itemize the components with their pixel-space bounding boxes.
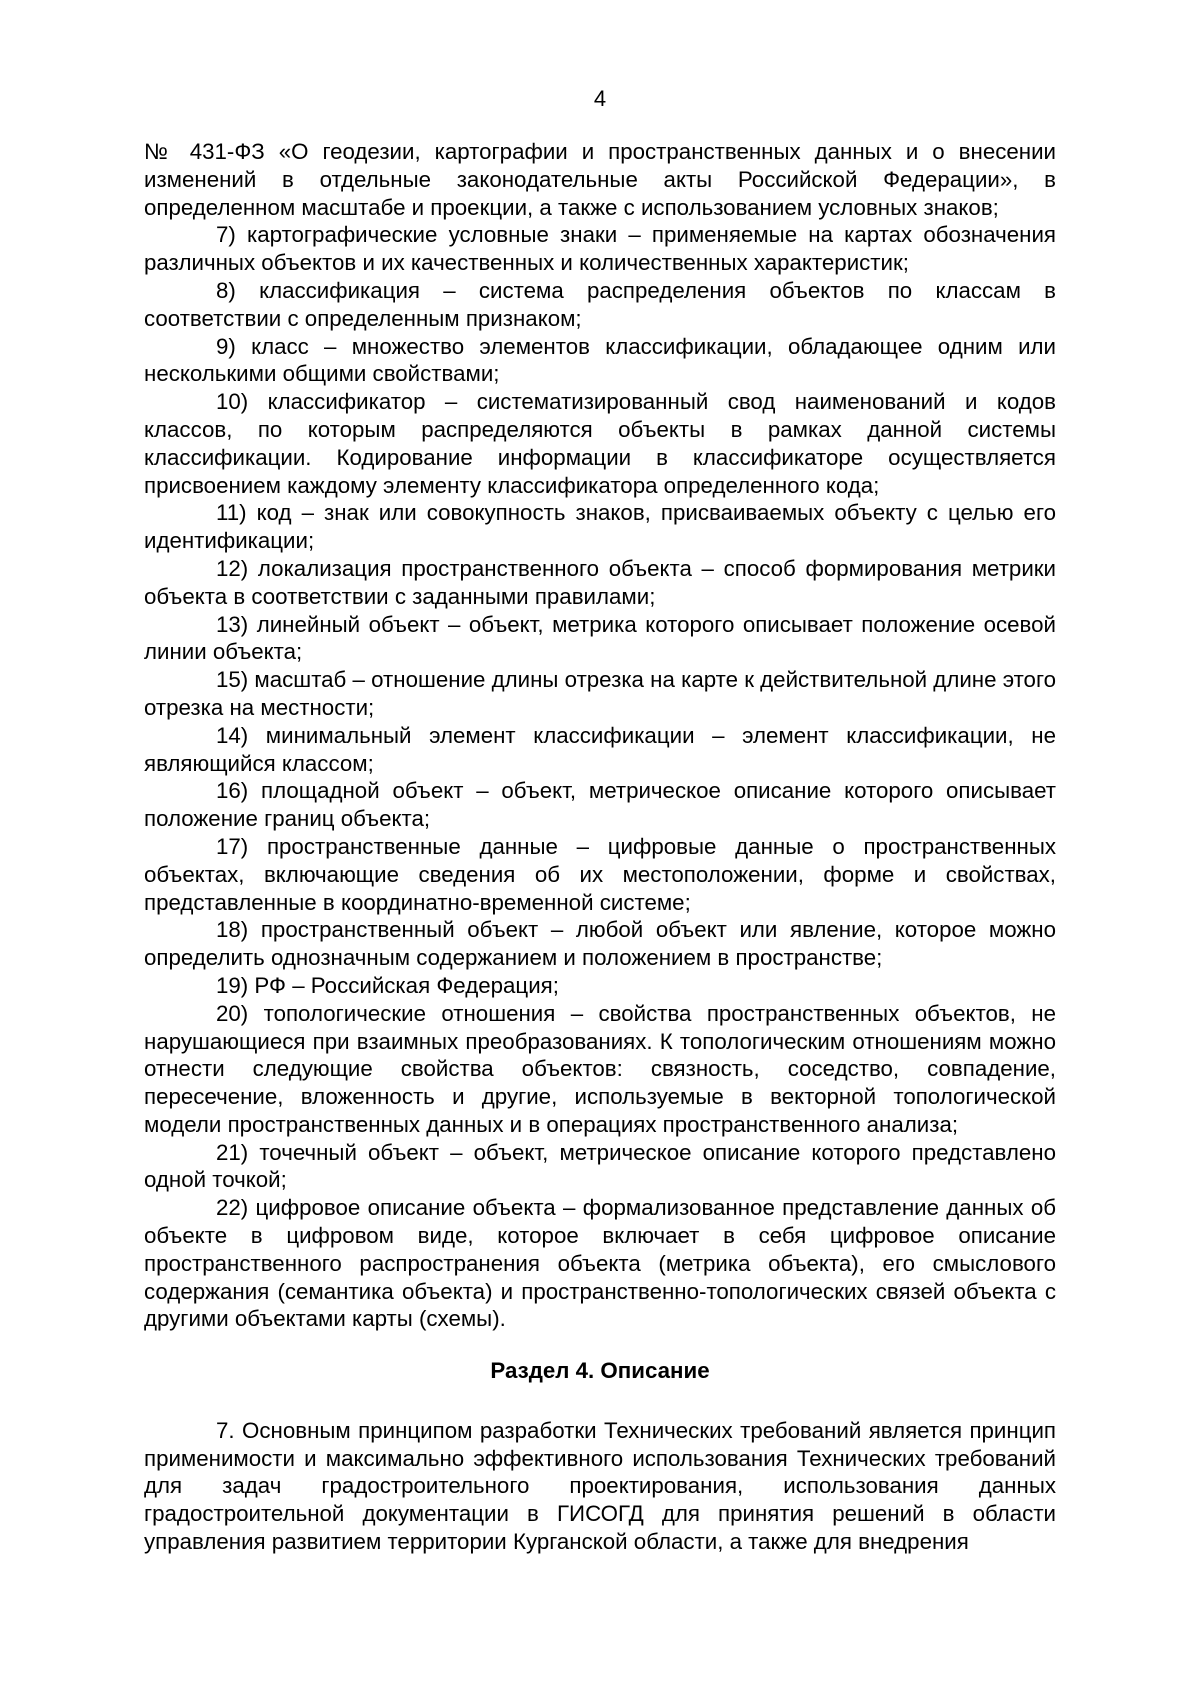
definition-item: 19) РФ – Российская Федерация; xyxy=(216,972,559,998)
definition-item: 21) точечный объект – объект, метрическое описание которого представлено одной точкой; xyxy=(144,1139,1056,1193)
definition-item: 8) классификация – система распределения объектов по классам в соответствии с определенным признаком; xyxy=(144,277,1056,331)
definition-item: 14) минимальный элемент классификации – элемент классификации, не являющийся классом; xyxy=(144,722,1056,776)
definition-item: 18) пространственный объект – любой объект или явление, которое можно определить однозначным содержанием и положением в пространстве; xyxy=(144,917,1056,971)
paragraph: № 431-ФЗ «О геодезии, картографии и пространственных данных и о внесении изменений в отдельные законодательные акты Российской Федерации», в определенном масштабе и проекции, а также с использованием условных знаков; xyxy=(144,139,1056,220)
definition-item: 17) пространственные данные – цифровые данные о пространственных объектах, включающие сведения об их местоположении, форме и свойствах, представленные в координатно-временной системе; xyxy=(144,833,1056,915)
definition-item: 7) картографические условные знаки – применяемые на картах обозначения различных объектов и их качественных и количественных характеристик; xyxy=(144,222,1056,276)
section-4 xyxy=(144,1357,1056,1556)
section-paragraph: 7. Основным принципом разработки Технических требований является принцип применимости и максимально эффективного использования Технических требований для задач градостроительного проектирования, использования данных градостроительной документации в ГИСОГД для принятия решений в области управления развитием территории Курганской области, а также для внедрения xyxy=(144,1417,1056,1554)
section-body xyxy=(144,1417,1056,1556)
definition-item: 22) цифровое описание объекта – формализованное представление данных об объекте в цифровом виде, которое включает в себя цифровое описание пространственного распространения объекта (метрика объекта), его смыслового содержания (семантика объекта) и пространственно-топологических связей объекта с другими объектами карты (схемы). xyxy=(144,1195,1056,1332)
definition-item: 11) код – знак или совокупность знаков, присваиваемых объекту с целью его идентификации; xyxy=(144,500,1056,554)
page-number: 4 xyxy=(593,86,607,111)
definition-item: 13) линейный объект – объект, метрика которого описывает положение осевой линии объекта; xyxy=(144,611,1056,665)
definitions-list xyxy=(144,138,1056,1333)
definition-item: 16) площадной объект – объект, метрическое описание которого описывает положение границ объекта; xyxy=(144,778,1056,832)
definition-item: 12) локализация пространственного объекта – способ формирования метрики объекта в соответствии с заданными правилами; xyxy=(144,555,1056,609)
section-title: Раздел 4. Описание xyxy=(490,1358,710,1383)
definition-item: 20) топологические отношения – свойства пространственных объектов, не нарушающиеся при взаимных преобразованиях. К топологическим отношениям можно отнести следующие свойства объектов: связность, соседство, совпадение, пересечение, вложенность и другие, используемые в векторной топологической модели пространственных данных и в операциях пространственного анализа; xyxy=(144,1000,1056,1137)
definition-item: 9) класс – множество элементов классификации, обладающее одним или несколькими общими свойствами; xyxy=(144,333,1056,387)
definition-item: 15) масштаб – отношение длины отрезка на карте к действительной длине этого отрезка на местности; xyxy=(144,667,1056,720)
definition-item: 10) классификатор – систематизированный свод наименований и кодов классов, по которым распределяются объекты в рамках данной системы классификации. Кодирование информации в классификаторе осуществляется присвоением каждому элементу классификатора определенного кода; xyxy=(144,389,1056,498)
